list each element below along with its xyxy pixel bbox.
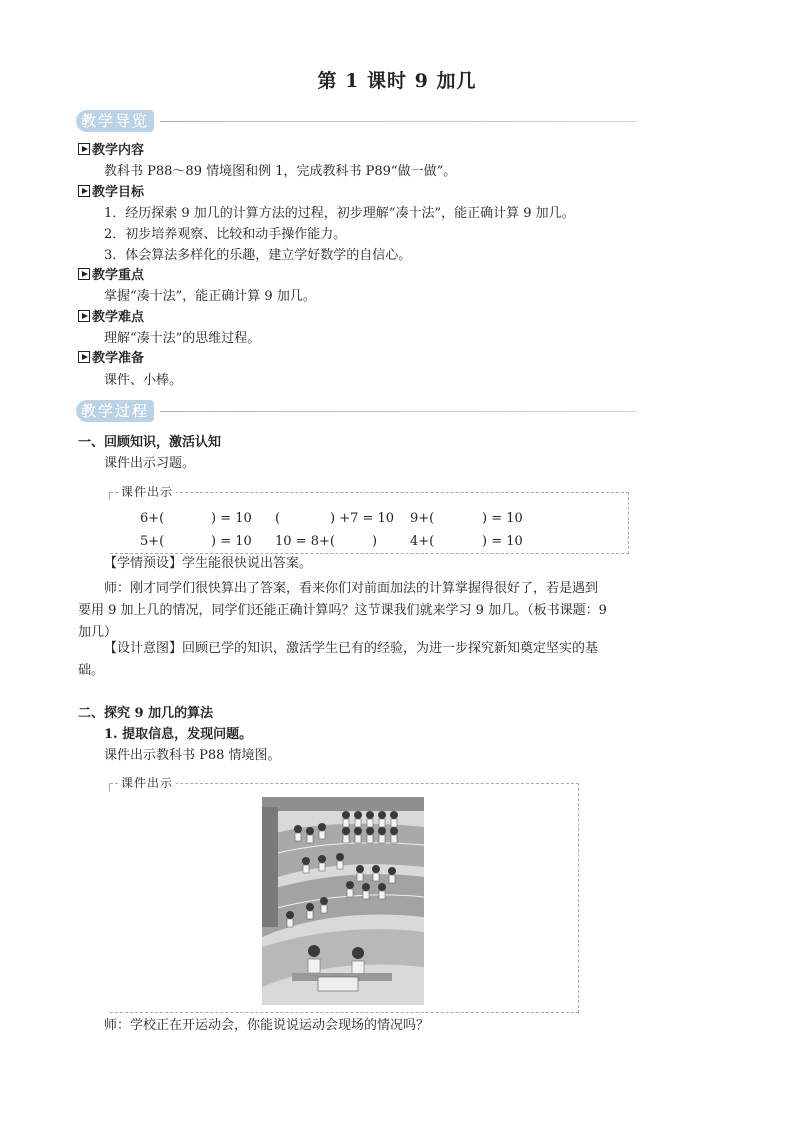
part1-heading: 一、回顾知识，激活认知 [78, 435, 222, 450]
heading-key: 教学重点 [78, 268, 144, 284]
section-banner-guide [76, 110, 636, 132]
exercise-blank: ( [275, 511, 281, 526]
exercise-blank: 10 = 8+( [275, 534, 335, 549]
play-triangle-icon [78, 268, 90, 280]
section-banner-process [76, 400, 636, 422]
paragraph: 【学情预设】学生能很快说出答案。 [104, 556, 313, 571]
exercise-blank: ) = 10 [211, 511, 252, 526]
banner-rule [160, 411, 636, 412]
heading-content: 教学内容 [78, 143, 144, 159]
paragraph: 师：刚才同学们很快算出了答案，看来你们对前面加法的计算掌握得很好了，若是遇到要用 9 加上几的情况，同学们还能正确计算吗？这节课我们就来学习 9 加几。（板书课题：9 加几） [78, 581, 607, 640]
paragraph: 师：学校正在开运动会，你能说说运动会现场的情况吗？ [104, 1018, 430, 1033]
exercise-blank: 5+( [140, 534, 165, 549]
part2-heading: 二、探究 9 加几的算法 [78, 706, 214, 721]
exercise-blank: 4+( [410, 534, 435, 549]
heading-preparation: 教学准备 [78, 351, 144, 367]
difficulty-text: 理解“凑十法”的思维过程。 [104, 331, 261, 346]
box-tag: 课件出示 [118, 776, 176, 790]
content-text: 教科书 P88～89 情境图和例 1，完成教科书 P89“做一做”。 [104, 164, 457, 179]
banner-label: 教学过程 [76, 400, 154, 422]
heading-goals: 教学目标 [78, 185, 144, 201]
play-triangle-icon [78, 185, 90, 197]
preparation-text: 课件、小棒。 [104, 373, 183, 388]
exercise-blank: ) [372, 534, 378, 549]
key-text: 掌握“凑十法”，能正确计算 9 加几。 [104, 289, 316, 304]
banner-label: 教学导览 [76, 110, 154, 132]
paragraph: 【设计意图】回顾已学的知识，激活学生已有的经验，为进一步探究新知奠定坚实的基础。 [78, 641, 599, 678]
exercise-blank: ) = 10 [482, 534, 523, 549]
exercise-blank: 6+( [140, 511, 165, 526]
exercise-blank: ) +7 = 10 [330, 511, 395, 526]
goal-item: 3．体会算法多样化的乐趣，建立学好数学的自信心。 [104, 248, 412, 263]
heading-difficulty: 教学难点 [78, 310, 144, 326]
exercise-blank: 9+( [410, 511, 435, 526]
part2-subheading: 1. 提取信息，发现问题。 [104, 727, 253, 742]
goal-item: 2．初步培养观察、比较和动手操作能力。 [104, 227, 347, 242]
part1-line: 课件出示习题。 [104, 456, 196, 471]
banner-rule [160, 121, 636, 122]
goal-item: 1．经历探索 9 加几的计算方法的过程，初步理解“凑十法”，能正确计算 9 加几。 [104, 206, 575, 221]
exercise-blank: ) = 10 [211, 534, 252, 549]
box-tag: 课件出示 [118, 485, 176, 499]
play-triangle-icon [78, 351, 90, 363]
lesson-title: 第 1 课时 9 加几 [317, 70, 477, 92]
play-triangle-icon [78, 143, 90, 155]
part2-line: 课件出示教科书 P88 情境图。 [104, 748, 281, 763]
exercise-blank: ) = 10 [482, 511, 523, 526]
play-triangle-icon [78, 310, 90, 322]
sports-meet-scene-image [262, 797, 424, 1005]
